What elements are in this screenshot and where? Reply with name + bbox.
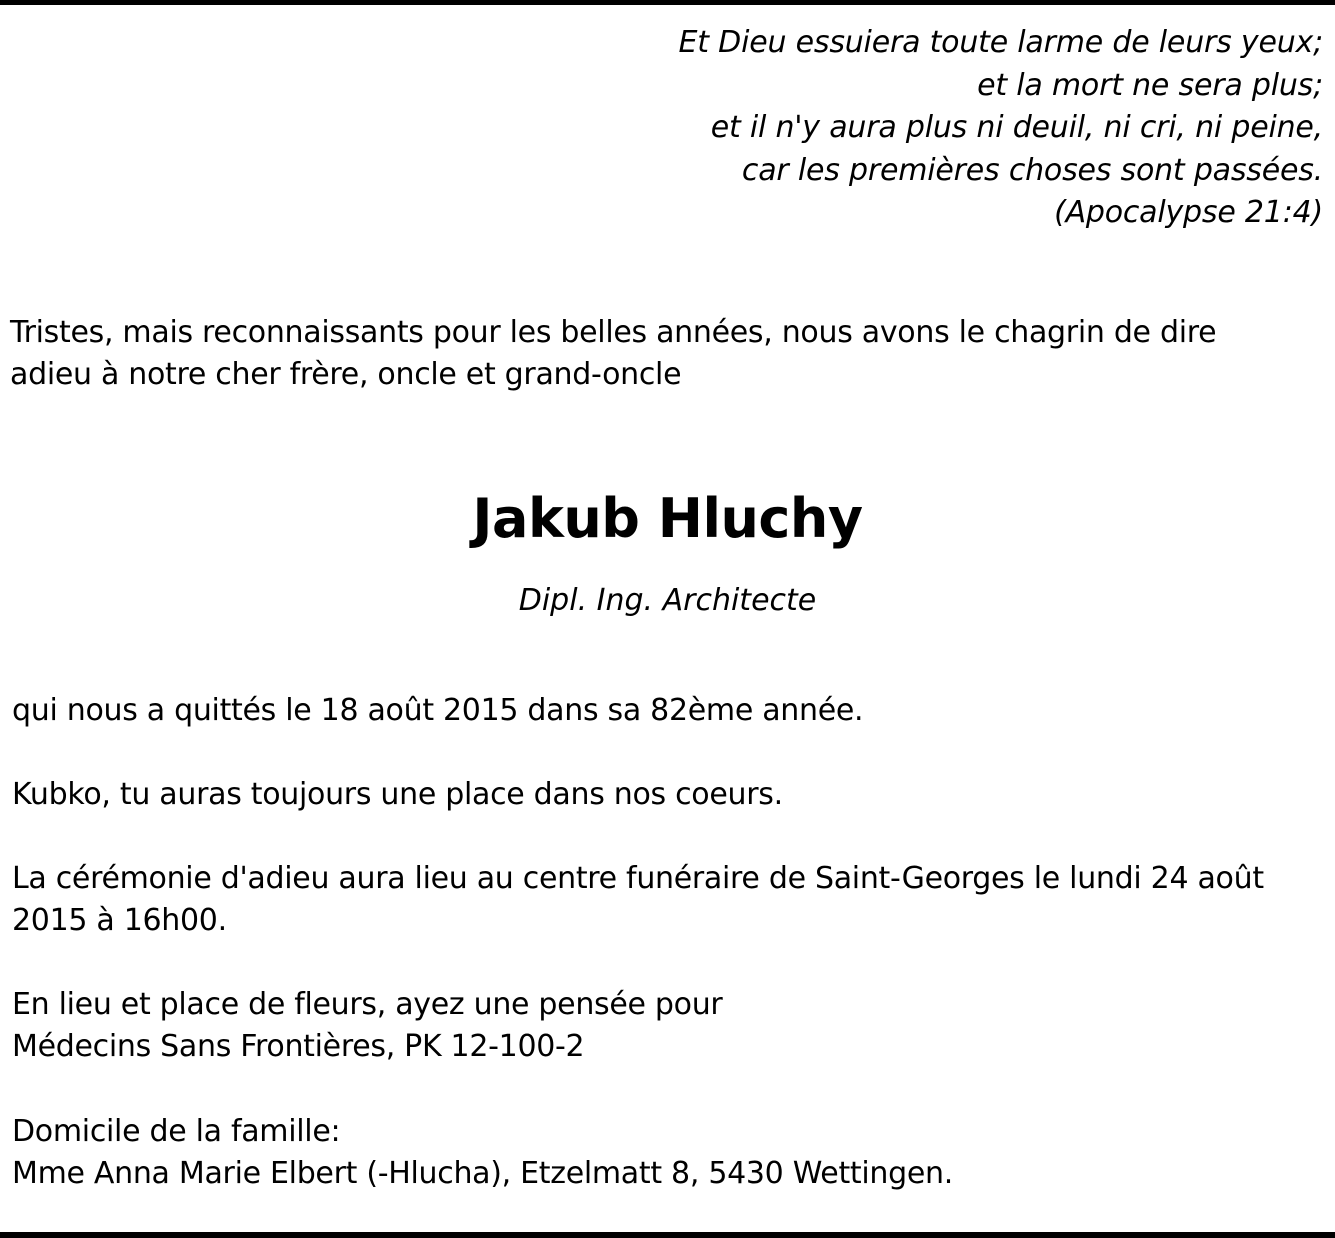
intro-paragraph — [10, 312, 1310, 396]
paragraph-line: Domicile de la famille: — [12, 1114, 341, 1149]
ceremony-paragraph — [12, 858, 1327, 942]
paragraph-line: qui nous a quittés le 18 août 2015 dans sa 82ème année. — [12, 693, 864, 728]
family-address-paragraph — [12, 1111, 1327, 1195]
paragraph-line: 2015 à 16h00. — [12, 903, 227, 938]
paragraph-line: Médecins Sans Frontières, PK 12-100-2 — [12, 1029, 585, 1064]
deceased-title: Dipl. Ing. Architecte — [518, 583, 817, 618]
intro-line: Tristes, mais reconnaissants pour les belles années, nous avons le chagrin de dire — [10, 315, 1217, 350]
passing-date-paragraph — [12, 690, 1327, 732]
paragraph-line: En lieu et place de fleurs, ayez une pensée pour — [12, 987, 723, 1022]
verse-line: car les premières choses sont passées. — [741, 152, 1323, 188]
top-border-rule — [0, 0, 1335, 5]
bottom-border-rule — [0, 1232, 1335, 1238]
intro-line: adieu à notre cher frère, oncle et grand-oncle — [10, 357, 682, 392]
deceased-name: Jakub Hluchy — [472, 487, 863, 550]
paragraph-line: Kubko, tu auras toujours une place dans nos coeurs. — [12, 777, 783, 812]
verse-line: et la mort ne sera plus; — [977, 67, 1323, 103]
verse-reference: (Apocalypse 21:4) — [1054, 195, 1323, 230]
paragraph-line: Mme Anna Marie Elbert (-Hlucha), Etzelmatt 8, 5430 Wettingen. — [12, 1156, 953, 1191]
verse-line: et il n'y aura plus ni deuil, ni cri, ni peine, — [710, 110, 1323, 145]
tribute-paragraph — [12, 774, 1327, 816]
donation-paragraph — [12, 984, 1327, 1068]
bible-verse-quote — [423, 22, 1323, 235]
paragraph-line: La cérémonie d'adieu aura lieu au centre funéraire de Saint-Georges le lundi 24 août — [12, 861, 1264, 896]
verse-line: Et Dieu essuiera toute larme de leurs yeux; — [678, 25, 1323, 60]
